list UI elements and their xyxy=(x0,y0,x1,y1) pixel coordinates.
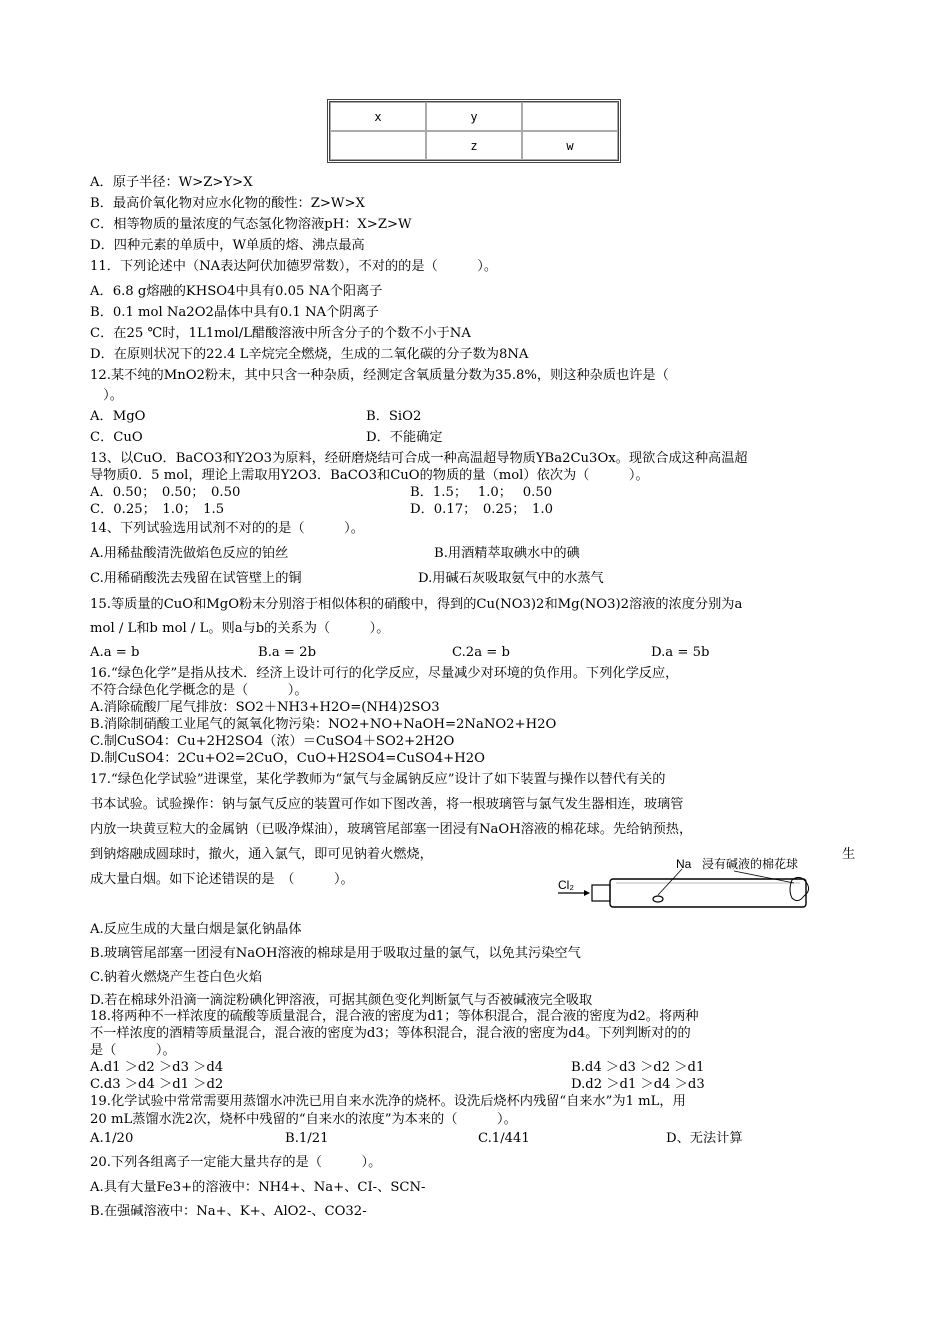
question-18-cont: 是（ ）。 xyxy=(90,1043,176,1058)
question-16: 16.“绿色化学”是指从技术．经济上设计可行的化学反应，尽量减少对环境的负作用。下列化学反应， xyxy=(90,666,679,681)
option-line: A．原子半径：W>Z>Y>X xyxy=(90,175,253,190)
question-12-cont: ）。 xyxy=(90,388,123,403)
option-line: A.d1 ＞d2 ＞d3 ＞d4 xyxy=(90,1060,224,1075)
option-line: C.d3 ＞d4 ＞d1 ＞d2 xyxy=(90,1077,224,1092)
table-cell: z xyxy=(426,131,522,160)
option-line: C．在25 ℃时，1L1mol/L醋酸溶液中所含分子的个数不小于NA xyxy=(90,326,471,341)
option-line: C.制CuSO4：Cu+2H2SO4（浓）＝CuSO4＋SO2+2H2O xyxy=(90,734,455,749)
question-17-cont: 书本试验。试验操作：钠与氯气反应的装置可作如下图改善，将一根玻璃管与氯气发生器相连，玻璃管 xyxy=(90,797,684,812)
fig-cl2-label: Cl₂ xyxy=(558,878,574,892)
option-line: A.a = b xyxy=(90,645,140,660)
option-line: D.用碱石灰吸取氨气中的水蒸气 xyxy=(418,571,604,586)
question-17-cont: 成大量白烟。如下论述错误的是 （ ）。 xyxy=(90,872,354,887)
option-line: D．在原则状况下的22.4 L辛烷完全燃烧，生成的二氧化碳的分子数为8NA xyxy=(90,347,529,362)
table-cell xyxy=(330,131,426,160)
option-line: B．SiO2 xyxy=(366,409,422,424)
question-11: 11．下列论述中（NA表达阿伏加德罗常数），不对的的是（ ）。 xyxy=(90,259,498,274)
option-line: B.玻璃管尾部塞一团浸有NaOH溶液的棉球是用于吸取过量的氯气，以免其污染空气 xyxy=(90,946,581,961)
question-12: 12.某不纯的MnO2粉末，其中只含一种杂质，经测定含氧质量分数为35.8%，则这种杂质也许是（ xyxy=(90,368,669,383)
option-line: D．0.17； 0.25； 1.0 xyxy=(410,502,554,517)
question-14: 14、下列试验选用试剂不对的的是（ ）。 xyxy=(90,521,364,536)
option-line: B.消除制硝酸工业尾气的氮氧化物污染：NO2+NO+NaOH=2NaNO2+H2O xyxy=(90,717,557,732)
option-line: B．最高价氧化物对应水化物的酸性：Z>W>X xyxy=(90,196,365,211)
question-13-cont: 导物质0．5 mol，理论上需取用Y2O3．BaCO3和CuO的物质的量（mol）依次为（ ）。 xyxy=(90,468,649,483)
table-cell: x xyxy=(330,102,426,131)
question-16-cont: 不符合绿色化学概念的是（ ）。 xyxy=(90,683,308,698)
question-13: 13、以CuO．BaCO3和Y2O3为原料，经研磨烧结可合成一种高温超导物质YBa2Cu3Ox。现欲合成这种高温超 xyxy=(90,451,748,466)
option-line: B.a = 2b xyxy=(258,645,317,660)
table-cell: y xyxy=(426,102,522,131)
element-position-table xyxy=(327,99,621,163)
fig-cotton-label: 浸有碱液的棉花球 xyxy=(702,857,799,871)
question-19-cont: 20 mL蒸馏水洗2次，烧杯中残留的“自来水的浓度”为本来的（ ）。 xyxy=(90,1112,517,1127)
question-17-cont: 生 xyxy=(842,847,856,862)
option-line: B.d4 ＞d3 ＞d2 ＞d1 xyxy=(571,1060,705,1075)
option-line: D.若在棉球外沿滴一滴淀粉碘化钾溶液，可据其颜色变化判断氯气与否被碱液完全吸取 xyxy=(90,993,593,1008)
option-line: C.2a = b xyxy=(452,645,510,660)
option-line: C.1/441 xyxy=(478,1131,530,1146)
question-17-cont: 内放一块黄豆粒大的金属钠（已吸净煤油），玻璃管尾部塞一团浸有NaOH溶液的棉花球。先给钠预热， xyxy=(90,822,693,837)
option-line: D．不能确定 xyxy=(366,430,443,445)
option-line: C．0.25； 1.0； 1.5 xyxy=(90,502,225,517)
question-15: 15.等质量的CuO和MgO粉末分别溶于相似体积的硝酸中，得到的Cu(NO3)2和Mg(NO3)2溶液的浓度分别为a xyxy=(90,597,743,612)
option-line: A.消除硫酸厂尾气排放：SO2＋NH3+H2O=(NH4)2SO3 xyxy=(90,700,440,715)
option-line: A.具有大量Fe3+的溶液中：NH4+、Na+、CI-、SCN- xyxy=(90,1180,426,1195)
question-17-cont: 到钠熔融成圆球时，撤火，通入氯气，即可见钠着火燃烧， xyxy=(90,847,433,862)
option-line: A．MgO xyxy=(90,409,146,424)
option-line: B.在强碱溶液中：Na+、K+、AlO2-、CO32- xyxy=(90,1204,367,1219)
option-line: A.用稀盐酸清洗做焰色反应的铂丝 xyxy=(90,546,289,561)
option-line: A.1/20 xyxy=(90,1131,134,1146)
option-line: D.制CuSO4：2Cu+O2=2CuO，CuO+H2SO4=CuSO4+H2O xyxy=(90,751,485,766)
fig-na-label: Na xyxy=(676,857,692,871)
option-line: A．6.8 g熔融的KHSO4中具有0.05 NA个阳离子 xyxy=(90,284,383,299)
option-line: C.钠着火燃烧产生苍白色火焰 xyxy=(90,970,263,985)
option-line: B.1/21 xyxy=(285,1131,329,1146)
option-line: A.反应生成的大量白烟是氯化钠晶体 xyxy=(90,922,302,937)
table-cell xyxy=(522,102,618,131)
option-line: C．相等物质的量浓度的气态氢化物溶液pH：X>Z>W xyxy=(90,217,412,232)
question-19: 19.化学试验中常常需要用蒸馏水冲洗已用自来水洗净的烧杯。设洗后烧杯内残留“自来水”为1 mL，用 xyxy=(90,1094,686,1109)
option-line: C.用稀硝酸洗去残留在试管壁上的铜 xyxy=(90,571,302,586)
table-cell: w xyxy=(522,131,618,160)
question-15-cont: mol / L和b mol / L。则a与b的关系为（ ）。 xyxy=(90,621,390,636)
option-line: B.用酒精萃取碘水中的碘 xyxy=(434,546,580,561)
question-20: 20.下列各组离子一定能大量共存的是（ ）。 xyxy=(90,1155,382,1170)
option-line: D、无法计算 xyxy=(666,1131,743,1146)
option-line: D．四种元素的单质中，W单质的熔、沸点最高 xyxy=(90,238,365,253)
option-line: A．0.50； 0.50； 0.50 xyxy=(90,485,241,500)
option-line: B．1.5； 1.0； 0.50 xyxy=(410,485,553,500)
question-17: 17.“绿色化学试验”进课堂，某化学教师为“氯气与金属钠反应”设计了如下装置与操作以替代有关的 xyxy=(90,772,666,787)
option-line: C．CuO xyxy=(90,430,143,445)
option-line: D.a = 5b xyxy=(651,645,710,660)
question-18: 18.将两种不一样浓度的硫酸等质量混合，混合液的密度为d1；等体积混合，混合液的密度为d2。将两种 xyxy=(90,1009,699,1024)
option-line: D.d2 ＞d1 ＞d4 ＞d3 xyxy=(571,1077,705,1092)
question-18-cont: 不一样浓度的酒精等质量混合，混合液的密度为d3；等体积混合，混合液的密度为d4。下列判断对的的 xyxy=(90,1026,691,1041)
option-line: B．0.1 mol Na2O2晶体中具有0.1 NA个阴离子 xyxy=(90,305,379,320)
apparatus-figure xyxy=(556,855,856,911)
